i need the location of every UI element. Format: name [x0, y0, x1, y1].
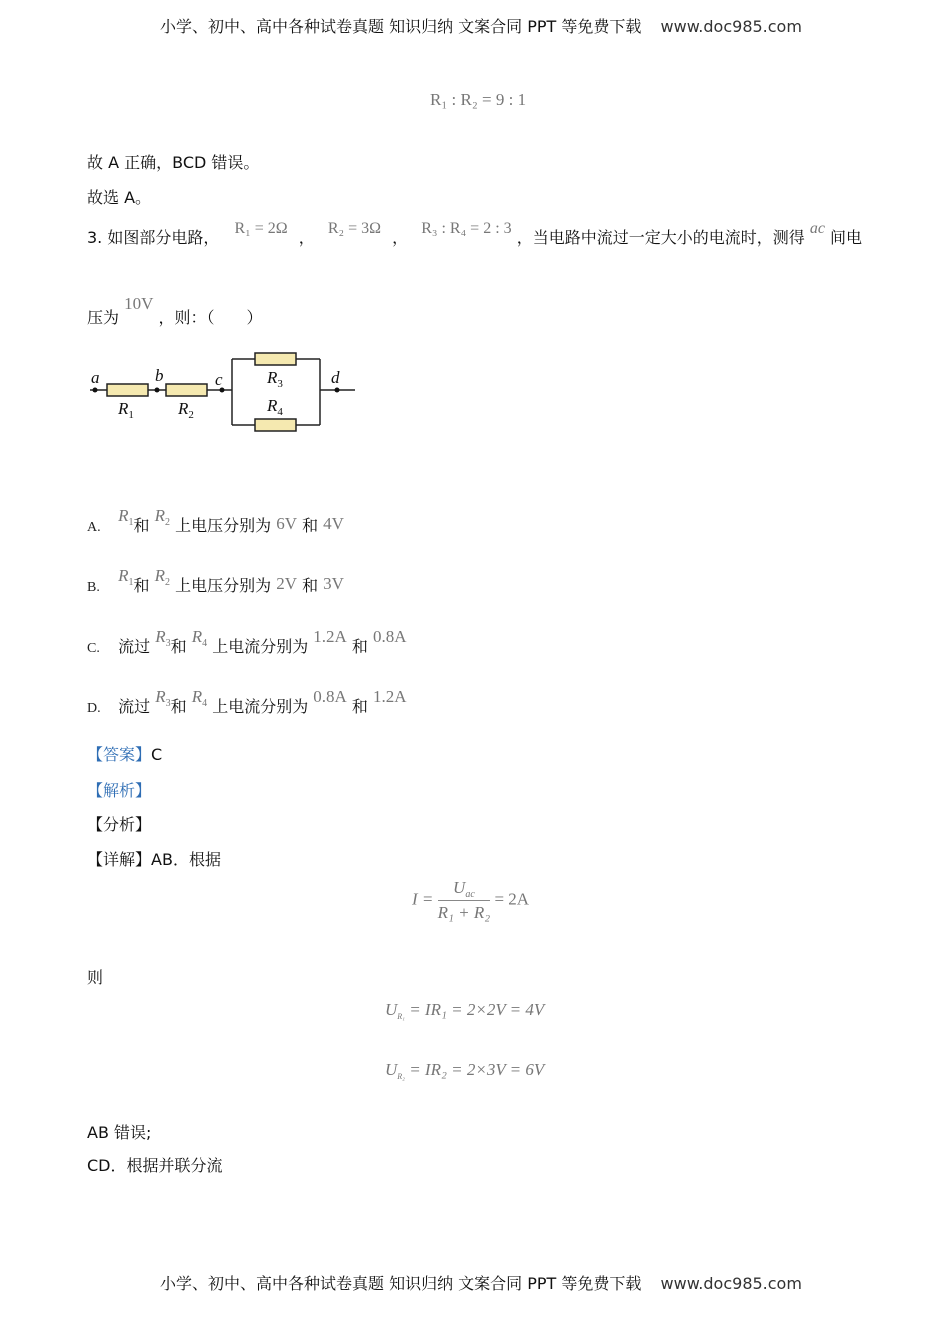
ac-label: ac: [809, 220, 825, 237]
resistor-r4: [255, 419, 296, 431]
option-b[interactable]: B. $R_1$和 $R_2$ 上电压分别为 2V 和 3V: [87, 566, 344, 595]
footer-text: 小学、初中、高中各种试卷真题 知识归纳 文案合同 PPT 等免费下载: [160, 1274, 642, 1293]
header-url[interactable]: www.doc985.com: [660, 17, 802, 36]
conclusion-line: 故 A 正确，BCD 错误。: [87, 153, 260, 172]
page-footer: [160, 1271, 802, 1294]
analysis-label: 【解析】: [87, 781, 152, 800]
node-a-dot: [93, 388, 98, 393]
current-equation: I = $\frac{U_{ac}}{\text{R₁ + R₂}}$ = 2A: [412, 878, 530, 922]
question-stem-line2: 压为 10V ，则：（ ）: [87, 294, 263, 327]
then-line: 则: [87, 968, 104, 987]
option-a[interactable]: A. $R_1$和 $R_2$ 上电压分别为 6V 和 4V: [87, 506, 344, 535]
answer-line: [87, 742, 162, 765]
r3-label: $R_3$: [267, 368, 283, 390]
node-b-label: b: [155, 366, 164, 385]
footer-url[interactable]: www.doc985.com: [660, 1274, 802, 1293]
r2-value: R₂ = 3Ω: [327, 220, 382, 237]
r1-label: $R_1$: [118, 399, 134, 421]
option-c[interactable]: C. 流过 $R_3$和 $R_4$ 上电流分别为 1.2A 和 0.8A: [87, 627, 407, 656]
question-stem-line1: 3. 如图部分电路， R₁ = 2Ω ， R₂ = 3Ω ， R₃ : R₄ = 2 : 3 ，当电路中流过一定大小的电流时，测得 ac 间电: [87, 220, 863, 247]
ratio-equation: R₁ : R₂ = 9 : 1: [430, 90, 527, 109]
header-text: 小学、初中、高中各种试卷真题 知识归纳 文案合同 PPT 等免费下载: [160, 17, 642, 36]
fenxi-label: 【分析】: [87, 815, 152, 834]
r1-value: R₁ = 2Ω: [234, 220, 288, 237]
option-d[interactable]: D. 流过 $R_3$和 $R_4$ 上电流分别为 0.8A 和 1.2A: [87, 687, 407, 716]
resistor-r1: [107, 384, 148, 396]
node-a-label: a: [91, 368, 100, 387]
node-b-dot: [155, 388, 160, 393]
r4-label: $R_4$: [267, 396, 283, 418]
page-header: [160, 14, 802, 37]
detail-line: 【详解】AB．根据: [87, 850, 221, 869]
u1-equation: $U_{R_1} = IR_1 = 2\times 2V = 4V$: [385, 1000, 545, 1021]
ab-wrong-line: AB 错误;: [87, 1123, 152, 1142]
answer-label: 【答案】: [87, 745, 152, 764]
answer-value: C: [151, 745, 163, 764]
resistor-r3: [255, 353, 296, 365]
resistor-r2: [166, 384, 207, 396]
r2-label: $R_2$: [178, 399, 194, 421]
r3-r4-ratio: R₃ : R₄ = 2 : 3: [421, 220, 512, 237]
cd-line: CD．根据并联分流: [87, 1156, 223, 1175]
voltage-value: 10V: [124, 294, 154, 313]
question-number: 3.: [87, 228, 103, 247]
node-c-label: c: [215, 370, 223, 389]
node-d-label: d: [331, 368, 340, 387]
u2-equation: $U_{R_2} = IR_2 = 2\times 3V = 6V$: [385, 1060, 545, 1081]
choose-line: 故选 A。: [87, 188, 152, 207]
node-d-dot: [335, 388, 340, 393]
circuit-diagram: [85, 345, 365, 440]
